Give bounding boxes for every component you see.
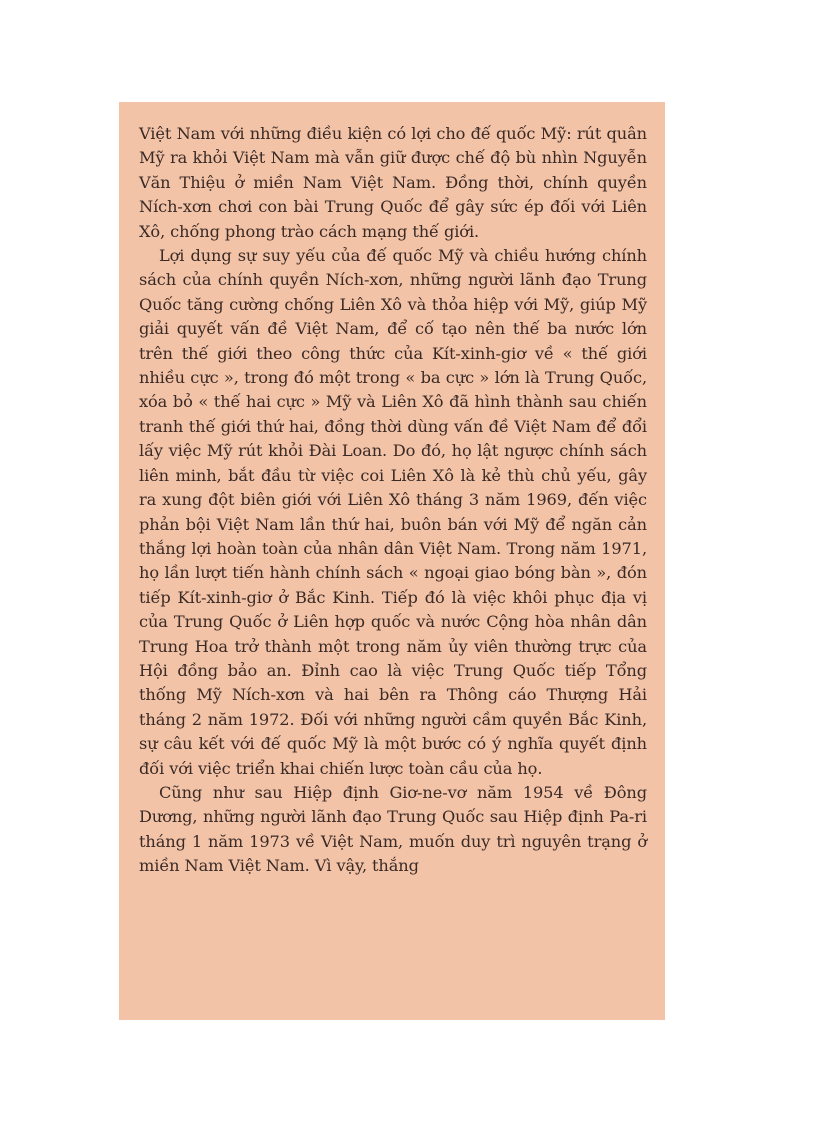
paragraph-1: Việt Nam với những điều kiện có lợi cho đế quốc Mỹ: rút quân Mỹ ra khỏi Việt Nam mà vẫn giữ được chế độ bù nhìn Nguyễn Văn Thiệu ở miền Nam Việt Nam. Đồng thời, chính quyền Ních-xơn chơi con bài Trung Quốc để gây sức ép đối với Liên Xô, chống phong trào cách mạng thế giới.	[139, 124, 647, 241]
paragraph-2: Lợi dụng sự suy yếu của đế quốc Mỹ và chiều hướng chính sách của chính quyền Ních-xơn, những người lãnh đạo Trung Quốc tăng cường chống Liên Xô và thỏa hiệp với Mỹ, giúp Mỹ giải quyết vấn đề Việt Nam, để cố tạo nên thế ba nước lớn trên thế giới theo công thức của Kít-xinh-giơ về « thế giới nhiều cực », trong đó một trong « ba cực » lớn là Trung Quốc, xóa bỏ « thế hai cực » Mỹ và Liên Xô đã hình thành sau chiến tranh thế giới thứ hai, đồng thời dùng vấn đề Việt Nam để đổi lấy việc Mỹ rút khỏi Đài Loan. Do đó, họ lật ngược chính sách liên minh, bắt đầu từ việc coi Liên Xô là kẻ thù chủ yếu, gây ra xung đột biên giới với Liên Xô tháng 3 năm 1969, đến việc phản bội Việt Nam lần thứ hai, buôn bán với Mỹ để ngăn cản thắng lợi hoàn toàn của nhân dân Việt Nam. Trong năm 1971, họ lần lượt tiến hành chính sách « ngoại giao bóng bàn », đón tiếp Kít-xinh-giơ ở Bắc Kinh. Tiếp đó là việc khôi phục địa vị của Trung Quốc ở Liên hợp quốc và nước Cộng hòa nhân dân Trung Hoa trở thành một trong năm ủy viên thường trực của Hội đồng bảo an. Đỉnh cao là việc Trung Quốc tiếp Tổng thống Mỹ Ních-xơn và hai bên ra Thông cáo Thượng Hải tháng 2 năm 1972. Đối với những người cầm quyền Bắc Kinh, sự câu kết với đế quốc Mỹ là một bước có ý nghĩa quyết định đối với việc triển khai chiến lược toàn cầu của họ.	[139, 246, 647, 778]
paragraph-3: Cũng như sau Hiệp định Giơ-ne-vơ năm 1954 về Đông Dương, những người lãnh đạo Trung Quốc sau Hiệp định Pa-ri tháng 1 năm 1973 về Việt Nam, muốn duy trì nguyên trạng ở miền Nam Việt Nam. Vì vậy, thắng	[139, 782, 647, 876]
scanned-page	[119, 102, 665, 1020]
